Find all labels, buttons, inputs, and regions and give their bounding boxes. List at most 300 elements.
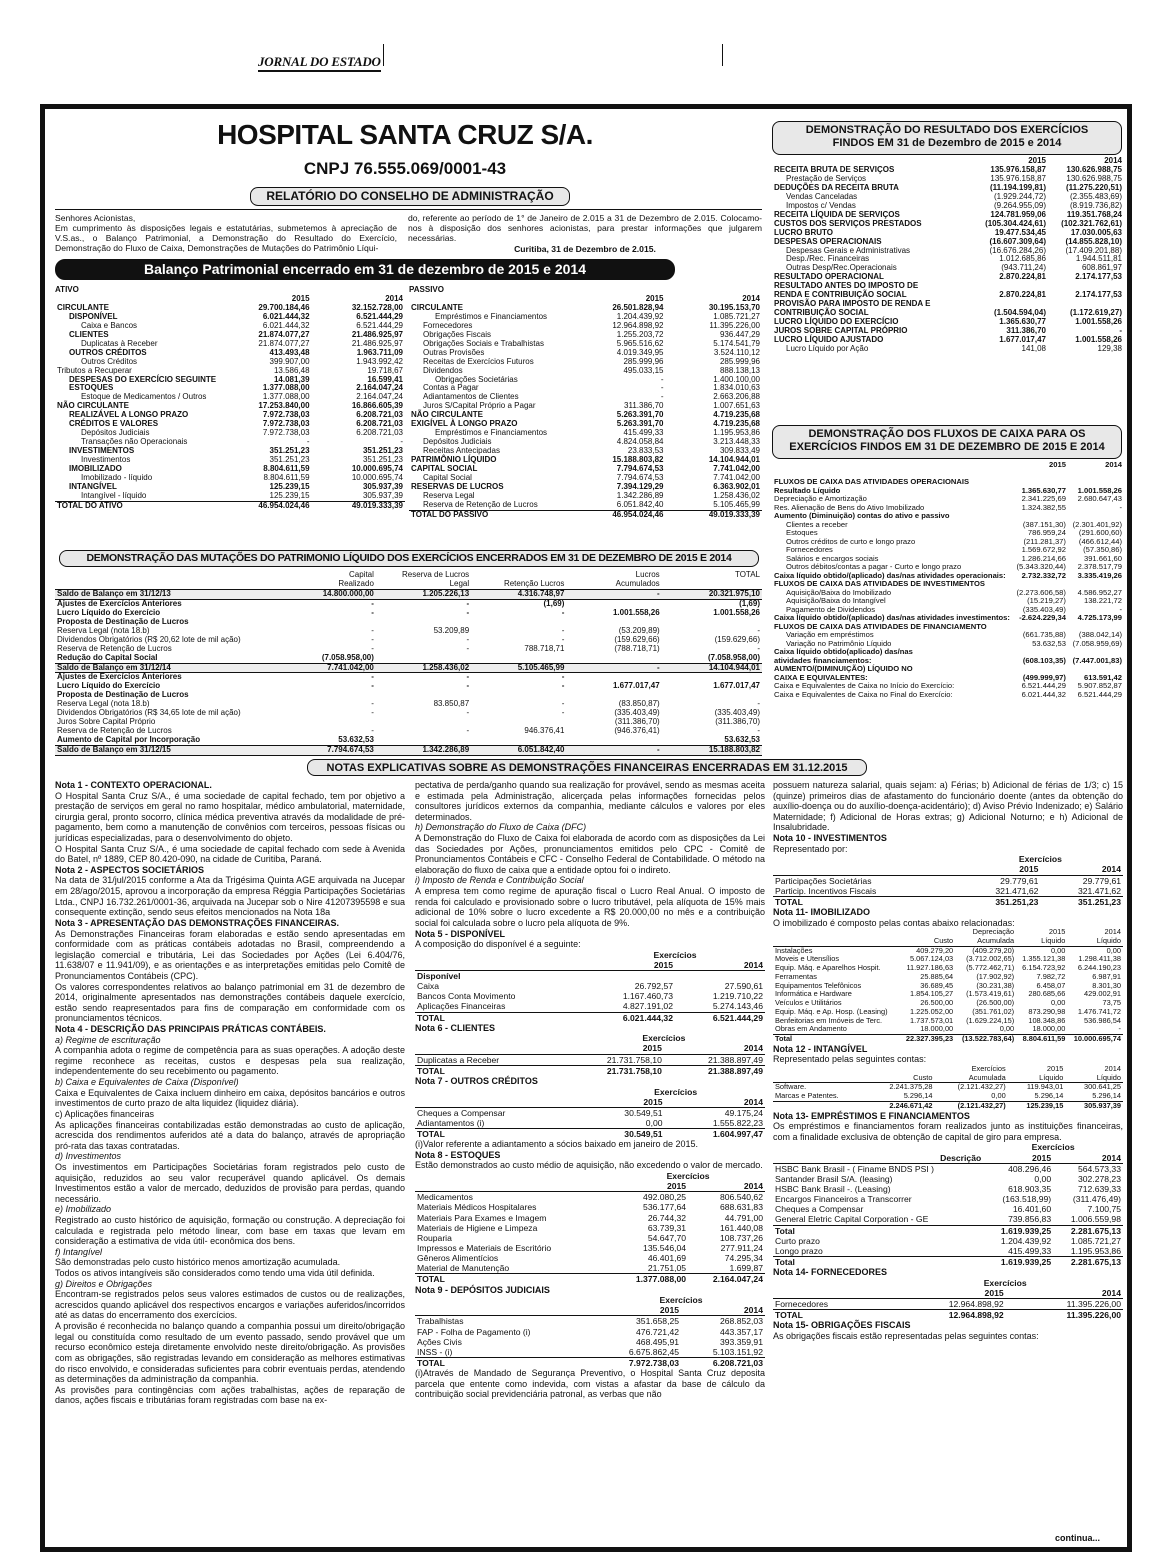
value-2015: 311.386,70 bbox=[1006, 326, 1046, 336]
row-label: Contas a Pagar bbox=[423, 383, 479, 393]
amount: 1.205.226,13 bbox=[376, 589, 471, 599]
value-2014: 393.359,91 bbox=[719, 1336, 763, 1347]
note-row bbox=[773, 1184, 1123, 1194]
amount: (311.386,70) bbox=[614, 717, 660, 727]
year-header: 2014 bbox=[1006, 1288, 1123, 1299]
value-2015: (661.735,88) bbox=[1022, 630, 1066, 639]
row-label: Saldo de Balanço em 31/12/15 bbox=[55, 746, 266, 756]
row-label: Estoques bbox=[786, 528, 818, 537]
value-2014: 49.019.333,39 bbox=[666, 510, 763, 519]
value-2014: 19.718,67 bbox=[367, 365, 403, 375]
year-header: 2015 bbox=[597, 1305, 681, 1316]
note-table bbox=[415, 1033, 765, 1076]
row-label: Reserva Legal bbox=[423, 490, 475, 500]
note-paragraph: São demonstradas pelo custo histórico menos amortização acumulada. bbox=[55, 1257, 341, 1268]
value-2015: 0,00 bbox=[1034, 1173, 1052, 1184]
value-2015: 1.569.672,92 bbox=[1021, 545, 1066, 554]
value-2014: 21.388.897,49 bbox=[708, 1054, 763, 1065]
amount: 10.000.695,74 bbox=[1067, 1035, 1123, 1044]
value-2015: 468.495,91 bbox=[636, 1336, 680, 1347]
value-2015: (387.151,30) bbox=[1022, 519, 1066, 529]
masthead-divider bbox=[722, 44, 723, 66]
column-header bbox=[773, 1288, 887, 1299]
value-2015: 125.239,15 bbox=[269, 481, 310, 491]
ativo-row bbox=[55, 492, 405, 501]
value-2015: 135.976.158,87 bbox=[990, 164, 1046, 174]
dmpl-section bbox=[55, 571, 762, 756]
value-2014: (2.355.483,69) bbox=[1069, 191, 1122, 201]
note-heading: Nota 3 - APRESENTAÇÃO DAS DEMONSTRAÇÕES FINANCEIRAS. bbox=[55, 917, 340, 928]
note-heading: Nota 4 - DESCRIÇÃO DAS PRINCIPAIS PRÁTICAS CONTÁBEIS. bbox=[55, 1024, 326, 1035]
amount: 6.458,07 bbox=[1036, 980, 1066, 990]
year-row bbox=[415, 960, 765, 971]
row-label: AUMENTO/(DIMINUIÇÃO) LÍQUIDO NO bbox=[774, 664, 913, 673]
amount: - bbox=[757, 699, 760, 709]
row-label: Depreciação e Amortização bbox=[774, 494, 867, 503]
row-label: Bancos Conta Movimento bbox=[417, 991, 516, 1002]
value-2015: 7.972.738,03 bbox=[597, 1358, 681, 1369]
row-label: RESERVAS DE LUCROS bbox=[411, 481, 504, 491]
value-2015: 2.870.224,81 bbox=[999, 290, 1046, 300]
row-label: Caixa e Equivalentes de Caixa no Início do Exercício: bbox=[774, 681, 955, 690]
row-label: Outros créditos de curto e longo prazo bbox=[786, 536, 916, 546]
value-2015: 1.365.630,77 bbox=[999, 317, 1046, 327]
value-2014: 6.521.444,29 bbox=[356, 320, 403, 330]
row-label: Aquisição/Baixa do Intangível bbox=[786, 596, 886, 605]
note-heading: Nota 1 - CONTEXTO OPERACIONAL. bbox=[55, 780, 212, 790]
row-label: Disponível bbox=[417, 971, 461, 982]
exercicios-label: Exercícios bbox=[659, 1295, 703, 1306]
value-2015: 141,08 bbox=[1021, 344, 1046, 354]
note-paragraph: Caixa e Equivalentes de Caixa incluem dinheiro em caixa, depósitos bancários e outros investimentos de curto prazo de alta liquidez (liquidez diária). bbox=[55, 1087, 405, 1109]
amount: - bbox=[466, 708, 470, 718]
amount: 5.296,14 bbox=[1034, 1091, 1064, 1101]
column-header: Capital bbox=[348, 570, 374, 579]
note-8-text: Estão demonstrados ao custo médio de aquisição, não excedendo o valor de mercado. bbox=[415, 1160, 763, 1171]
note-row bbox=[773, 1299, 1123, 1310]
row-label: HSBC Bank Brasil -. (Leasing) bbox=[775, 1184, 891, 1195]
value-2014: 30.195.153,70 bbox=[708, 302, 760, 312]
dfc-row bbox=[772, 521, 1124, 530]
spacer bbox=[773, 1142, 983, 1152]
value-2015: 26.501.828,94 bbox=[612, 302, 664, 312]
row-label: Total bbox=[773, 1035, 900, 1044]
value-2014: 2.164.047,24 bbox=[688, 1274, 765, 1285]
amount: - bbox=[561, 672, 565, 682]
row-label: Intangível - líquido bbox=[81, 490, 147, 500]
amount: 1.677.017,47 bbox=[713, 681, 760, 691]
value-2014: 608.861,97 bbox=[1081, 263, 1122, 273]
value-2014: (57.350,86) bbox=[1083, 545, 1122, 554]
value-2014: 1.604.997,47 bbox=[665, 1129, 765, 1140]
value-2015: 285.999,96 bbox=[623, 356, 664, 366]
amount: 18.000,00 bbox=[1032, 1024, 1066, 1034]
value-2015: 26.792,57 bbox=[634, 981, 673, 992]
value-2014: 44.791,00 bbox=[724, 1212, 763, 1223]
amount: 73,75 bbox=[1102, 998, 1121, 1008]
value-2015: 321.471,62 bbox=[995, 885, 1039, 896]
value-2014: 7.741.042,00 bbox=[713, 464, 760, 474]
row-label: Adiantamentos de Clientes bbox=[423, 392, 519, 402]
amount: - bbox=[757, 643, 760, 653]
row-label: Total bbox=[773, 1257, 983, 1268]
note-heading: Nota 5 - DISPONÍVEL bbox=[415, 928, 506, 939]
value-2014: 1.963.711,09 bbox=[356, 347, 403, 357]
row-label: REALIZÁVEL A LONGO PRAZO bbox=[69, 410, 189, 420]
year-header: 2014 bbox=[681, 1305, 765, 1316]
amount: 946.376,41 bbox=[524, 726, 565, 736]
column-header: Depreciação bbox=[972, 927, 1015, 937]
value-2014: 130.626.988,75 bbox=[1066, 164, 1122, 174]
note-row bbox=[773, 1174, 1123, 1184]
row-label: Ações Civis bbox=[417, 1336, 462, 1347]
row-label: DESPESAS OPERACIONAIS bbox=[774, 236, 882, 246]
amount: 6.987,91 bbox=[1092, 971, 1121, 981]
value-2015: 125.239,15 bbox=[269, 490, 310, 500]
value-2014: 351.251,23 bbox=[362, 455, 403, 465]
value-2015: 26.744,32 bbox=[647, 1212, 687, 1223]
note-row bbox=[415, 1012, 765, 1023]
note-11-text: O imobilizado é composto pelas contas abaixo relacionadas: bbox=[773, 917, 1015, 928]
value-2015: 7.794.674,53 bbox=[616, 464, 664, 474]
value-2015: 1.204.439,92 bbox=[1000, 1235, 1052, 1246]
note-row bbox=[415, 1316, 765, 1327]
amount: - bbox=[371, 672, 374, 682]
row-label: Proposta de Destinação de Lucros bbox=[57, 690, 189, 700]
amount: - bbox=[466, 643, 470, 653]
value-2014: 2.663.206,88 bbox=[713, 392, 760, 402]
amount: 409.279,20 bbox=[916, 945, 954, 955]
amount bbox=[266, 718, 376, 727]
row-label: Gêneros Alimentícios bbox=[417, 1253, 499, 1264]
amount: (335.403,49) bbox=[614, 708, 660, 718]
value-2015: (1.504.594,04) bbox=[993, 308, 1046, 318]
value-2015: 30.549,51 bbox=[586, 1129, 664, 1140]
row-label: Dividendos bbox=[423, 365, 463, 375]
amount: (1.629.224,15) bbox=[966, 1015, 1015, 1025]
year-header: 2014 bbox=[742, 293, 760, 303]
year-header: 2014 bbox=[1040, 864, 1123, 875]
amount: 14.104.944,01 bbox=[662, 663, 762, 673]
column-header: 2014 bbox=[1104, 1063, 1121, 1073]
row-label: FAP - Folha de Pagamento (i) bbox=[417, 1326, 531, 1337]
note-table bbox=[773, 1142, 1123, 1267]
column-header: Reserva de Lucros bbox=[402, 570, 470, 579]
ativo-row bbox=[55, 501, 405, 510]
row-label: Encargos Financeiros a Transcorrer bbox=[775, 1194, 912, 1205]
amount: - bbox=[371, 598, 374, 608]
value-2014: 613.591,42 bbox=[1083, 672, 1122, 682]
value-2014: 2.164.047,24 bbox=[356, 392, 403, 402]
amount: (30.231,38) bbox=[976, 980, 1015, 990]
note-row bbox=[415, 1192, 765, 1203]
value-2015: 1.286.214,66 bbox=[1021, 553, 1066, 563]
value-2014: 3.335.419,26 bbox=[1077, 570, 1122, 580]
row-label: Materiais de Higiene e Limpeza bbox=[417, 1222, 538, 1233]
year-row bbox=[773, 1153, 1123, 1164]
year-header: 2014 bbox=[1105, 460, 1122, 469]
value-2015: (16.607.309,64) bbox=[989, 236, 1046, 246]
value-2015: 4.827.191,02 bbox=[622, 1001, 673, 1012]
row-label: Investimentos bbox=[81, 455, 131, 465]
amount: 5.296,14 bbox=[903, 1091, 933, 1101]
note-table bbox=[415, 1295, 765, 1368]
value-2014: (17.409.201,88) bbox=[1065, 245, 1122, 255]
value-2014: 11.395.226,00 bbox=[1006, 1310, 1123, 1321]
value-2015: - bbox=[306, 437, 310, 447]
row-label: Despesas Gerais e Administrativas bbox=[786, 245, 911, 255]
note-paragraph: Registrado ao custo histórico de aquisição, formação ou construção. A depreciação foi calculada e registrada pelo método linear, com base em taxas que levam em consideração a estimativa de vida útil- econômica dos bens. bbox=[55, 1214, 405, 1247]
value-2014: 130.626.988,75 bbox=[1066, 173, 1122, 183]
row-label: Aquisição/Baixa do Imobilizado bbox=[786, 587, 892, 597]
value-2014: 7.741.042,00 bbox=[713, 473, 760, 483]
row-label: Reserva de Retenção de Lucros bbox=[57, 643, 172, 653]
row-label: Informática e Hardware bbox=[775, 989, 852, 999]
year-header: 2015 bbox=[563, 1043, 664, 1054]
amount: 280.685,66 bbox=[1028, 989, 1066, 999]
amount: - bbox=[561, 681, 565, 691]
amount: 6.051.842,40 bbox=[471, 746, 566, 756]
value-2014: 2.164.047,24 bbox=[356, 383, 403, 393]
note-header-row bbox=[773, 937, 1123, 946]
row-label: Redução do Capital Social bbox=[57, 652, 158, 662]
notes-column-2 bbox=[415, 780, 765, 1400]
amount: - bbox=[466, 681, 470, 691]
value-2014: 21.486.925,97 bbox=[351, 338, 403, 348]
row-label: Longo prazo bbox=[775, 1245, 823, 1256]
row-label: Moveis e Utensílios bbox=[775, 954, 840, 964]
value-2015: (15.219,27) bbox=[1027, 596, 1066, 605]
value-2015: 46.954.024,46 bbox=[569, 510, 666, 519]
note-paragraph: As provisões para contingências com ações trabalhistas, ações de reparação de danos, ações fiscais e tributárias foram registradas com base na ex- bbox=[55, 1384, 405, 1406]
amount: (17.902,92) bbox=[976, 971, 1015, 981]
note-row bbox=[773, 1236, 1123, 1246]
value-2015: 12.964.898,92 bbox=[612, 320, 664, 330]
amount: 53.632,53 bbox=[724, 735, 760, 745]
row-label: Clientes a receber bbox=[786, 519, 848, 529]
value-2015: 6.521.444,29 bbox=[1021, 681, 1066, 690]
column-header: Acumulada bbox=[934, 1074, 1007, 1083]
note-paragraph: Na data de 31/jul/2015 conforme a Ata da Trigésima Quinta AGE arquivada na Jucepar em 28/ago/2015, aprovou a incorporação da empresa Réggia Participações Societárias Ltda., CNPJ 16.732.261/0001-36, arquivada na Jucepar sob o Nire 41207395598 e sua consequente extinção, sendo seus efeitos mencionados na Nota 18a bbox=[55, 875, 405, 918]
row-label: Aumento de Capital por Incorporação bbox=[57, 735, 201, 745]
row-label: DESPESAS DO EXERCÍCIO SEGUINTE bbox=[69, 374, 217, 384]
column-header bbox=[773, 864, 958, 875]
row-label: Duplicatas a Receber bbox=[417, 1054, 500, 1065]
value-2014: 351.251,23 bbox=[362, 446, 403, 456]
row-label: EXIGÍVEL À LONGO PRAZO bbox=[411, 419, 518, 429]
note-subheading: b) Caixa e Equivalentes de Caixa (Disponível) bbox=[55, 1077, 239, 1088]
value-2014: 443.357,17 bbox=[719, 1326, 763, 1337]
note-10-text: Representado por: bbox=[773, 843, 848, 854]
row-label: LUCRO LÍQUIDO DO EXERCÍCIO bbox=[774, 317, 899, 327]
value-2015: 8.804.611,59 bbox=[263, 464, 310, 474]
value-2015: (163.518,99) bbox=[1002, 1194, 1052, 1205]
exercicios-label: Exercícios bbox=[654, 1086, 698, 1097]
amount: 305.937,39 bbox=[1065, 1101, 1123, 1110]
note-row bbox=[415, 1001, 765, 1012]
value-2015: 492.080,25 bbox=[643, 1192, 687, 1203]
row-label: INTANGÍVEL bbox=[69, 481, 117, 491]
amount: (53.209,89) bbox=[618, 625, 660, 635]
value-2014: 1.001.558,26 bbox=[1075, 335, 1122, 345]
amount: 1.298.411,38 bbox=[1078, 954, 1121, 964]
column-header: Exercícios bbox=[971, 1063, 1006, 1073]
column-header bbox=[773, 1065, 868, 1074]
value-2015: (11.194.199,81) bbox=[989, 182, 1046, 192]
amount: 5.296,14 bbox=[1092, 1091, 1121, 1101]
value-2014: 1.834.010,63 bbox=[713, 383, 760, 393]
amount bbox=[471, 654, 566, 663]
value-2015: 21.731.758,10 bbox=[606, 1054, 662, 1065]
value-2015: 5.263.391,70 bbox=[616, 410, 664, 420]
row-label: TOTAL bbox=[415, 1065, 563, 1076]
value-2015: 14.081,39 bbox=[273, 374, 310, 384]
value-2014: - bbox=[1119, 502, 1122, 512]
note-header-row bbox=[773, 1278, 1123, 1288]
value-2015: 30.549,51 bbox=[624, 1107, 663, 1118]
value-2015: 739.856,83 bbox=[1008, 1214, 1052, 1225]
passivo-row bbox=[409, 510, 762, 519]
value-2015: 63.739,31 bbox=[647, 1222, 687, 1233]
value-2014: 2.378.517,79 bbox=[1077, 562, 1122, 571]
amount: (1,69) bbox=[543, 598, 565, 608]
note-row bbox=[415, 1233, 765, 1243]
value-2015: 17.253.840,00 bbox=[258, 401, 310, 411]
spacer bbox=[773, 1278, 887, 1288]
row-label: Estoque de Medicamentos / Outros bbox=[81, 392, 207, 402]
amount: 53.632,53 bbox=[338, 735, 374, 745]
column-header bbox=[55, 580, 266, 589]
column-header: 2015 bbox=[1046, 1063, 1064, 1073]
amount: 15.188.803,82 bbox=[662, 746, 762, 756]
row-label: NÃO CIRCULANTE bbox=[411, 410, 483, 420]
value-2015: 4.824.058,84 bbox=[616, 437, 664, 447]
year-header: 2015 bbox=[958, 864, 1041, 875]
value-2015: 12.964.898,92 bbox=[948, 1299, 1004, 1310]
column-header bbox=[773, 928, 900, 937]
amount: - bbox=[371, 625, 374, 635]
amount: 1.737.573,01 bbox=[910, 1015, 954, 1025]
amount: 7.794.674,53 bbox=[266, 746, 376, 756]
exercicios-label: Exercícios bbox=[1018, 854, 1062, 865]
row-label: RESULTADO ANTES DO IMPOSTO DE bbox=[774, 281, 919, 291]
row-label: Veículos e Utilitários bbox=[775, 998, 842, 1008]
value-2015: 1.377.088,00 bbox=[262, 383, 310, 393]
row-label: RESULTADO OPERACIONAL bbox=[774, 272, 884, 282]
note-paragraph: A Demonstração do Fluxo de Caixa foi elaborada de acordo com as disposições da Lei das Sociedades por Ações, pronunciamentos emitidos pelo CPC - Comitê de Pronunciamentos Contábeis e CFC - Conselho Federal de Contabilidade. O método na elaboração do fluxo de caixa que a entidade optou foi o indireto. bbox=[415, 833, 765, 875]
amount: 1.001.558,26 bbox=[612, 607, 660, 617]
amount: - bbox=[1118, 1024, 1121, 1034]
value-2015: 6.675.862,45 bbox=[628, 1346, 680, 1357]
amount: 1.677.017,47 bbox=[612, 681, 660, 691]
value-2015: 29.700.184,46 bbox=[258, 302, 310, 312]
value-2014: 4.586.952,27 bbox=[1077, 587, 1122, 597]
amount: 108.348,86 bbox=[1028, 1015, 1066, 1025]
row-label: Fornecedores bbox=[786, 545, 833, 554]
value-2015: 311.386,70 bbox=[624, 401, 664, 411]
row-label: Total bbox=[773, 1225, 983, 1236]
publication-frame bbox=[40, 104, 1132, 1552]
row-label: Reserva Legal (nota 18.b) bbox=[57, 699, 150, 709]
row-label: Empréstimos e Financiamentos bbox=[435, 428, 548, 438]
value-2014: 6.363.902,01 bbox=[713, 481, 760, 491]
row-label: Cheques a Compensar bbox=[775, 1204, 864, 1215]
amount: 4.316.748,97 bbox=[471, 589, 566, 599]
amount: - bbox=[566, 589, 661, 599]
row-label: Variação no Patrimônio Líquido bbox=[786, 638, 892, 648]
note-subheading: f) Intangível bbox=[55, 1246, 103, 1257]
amount: (7.058.958,00) bbox=[707, 652, 760, 662]
value-2014: 688.631,83 bbox=[719, 1202, 763, 1213]
amount: (159.629,66) bbox=[614, 634, 660, 644]
value-2015: (5.343.320,44) bbox=[1016, 562, 1066, 571]
row-label: Variação em empréstimos bbox=[786, 630, 874, 639]
amount bbox=[266, 691, 376, 700]
note-row bbox=[415, 1243, 765, 1253]
report-title: RELATÓRIO DO CONSELHO DE ADMINISTRAÇÃO bbox=[250, 187, 570, 206]
value-2014: 1.085.721,27 bbox=[713, 311, 760, 321]
dre-title: DEMONSTRAÇÃO DO RESULTADO DOS EXERCÍCIOS FINDOS EM 31 de Dezembro de 2015 e 2014 bbox=[772, 121, 1122, 155]
value-2014: 6.521.444,29 bbox=[1077, 689, 1122, 699]
amount: 1.355.121,38 bbox=[1022, 954, 1066, 964]
exercicios-label: Exercícios bbox=[1031, 1142, 1075, 1153]
row-label: Outras Provisões bbox=[423, 347, 485, 357]
value-2015: 1.365.630,77 bbox=[1021, 485, 1066, 495]
row-label: Reserva de Retenção de Lucros bbox=[423, 499, 538, 509]
row-label: FLUXOS DE CAIXA DAS ATIVIDADES OPERACIONAIS bbox=[774, 477, 970, 486]
row-label: RECEITA BRUTA DE SERVIÇOS bbox=[774, 164, 895, 174]
row-label: TOTAL bbox=[773, 1310, 887, 1321]
row-label: Caixa líquido obtido(aplicado) das/nas bbox=[774, 647, 913, 656]
value-2015: 2.341.225,69 bbox=[1021, 494, 1066, 503]
value-2015: 4.019.349,95 bbox=[616, 347, 664, 357]
value-2015: 399.907,00 bbox=[269, 356, 310, 366]
value-2015: 6.051.842,40 bbox=[616, 499, 664, 509]
amount: - bbox=[561, 625, 565, 635]
value-2015: 786.959,24 bbox=[1027, 528, 1066, 537]
row-label: Ajustes de Exercícios Anteriores bbox=[57, 598, 182, 608]
amount bbox=[471, 618, 566, 627]
year-header: 2015 bbox=[291, 293, 310, 303]
row-label: Salários e encargos sociais bbox=[786, 553, 879, 563]
value-2014: 129,38 bbox=[1097, 344, 1122, 354]
amount: (1,69) bbox=[739, 598, 760, 608]
value-2014: 11.395.226,00 bbox=[1066, 1299, 1121, 1310]
row-label: Materiais Para Exames e Imagem bbox=[417, 1212, 547, 1223]
value-2014: 1.001.558,26 bbox=[1077, 485, 1122, 495]
note-header-row bbox=[415, 1033, 765, 1043]
amount bbox=[662, 618, 762, 627]
note-row bbox=[415, 1358, 765, 1369]
value-2014: (388.042,14) bbox=[1078, 630, 1122, 639]
value-2015: 135.976.158,87 bbox=[990, 173, 1046, 183]
value-2014: 321.471,62 bbox=[1077, 885, 1121, 896]
note-row bbox=[773, 1194, 1123, 1204]
value-2015: - bbox=[660, 392, 664, 402]
value-2014: 3.524.110,12 bbox=[713, 347, 760, 357]
note-row bbox=[415, 1054, 765, 1065]
note-header-row bbox=[773, 1065, 1123, 1074]
note-row bbox=[773, 1257, 1123, 1268]
amount: 1.476.741,72 bbox=[1077, 1006, 1121, 1016]
value-2015: 6.021.444,32 bbox=[585, 1012, 675, 1023]
value-2015: 1.619.939,25 bbox=[983, 1257, 1053, 1268]
note-header-row bbox=[415, 1295, 765, 1305]
note-header-row bbox=[415, 1087, 765, 1097]
note-paragraph: Todos os ativos intangíveis são considerados como tendo uma vida útil definida. bbox=[55, 1268, 375, 1279]
year-header: 2014 bbox=[688, 1181, 765, 1192]
value-2015: 618.903,35 bbox=[1008, 1184, 1052, 1195]
